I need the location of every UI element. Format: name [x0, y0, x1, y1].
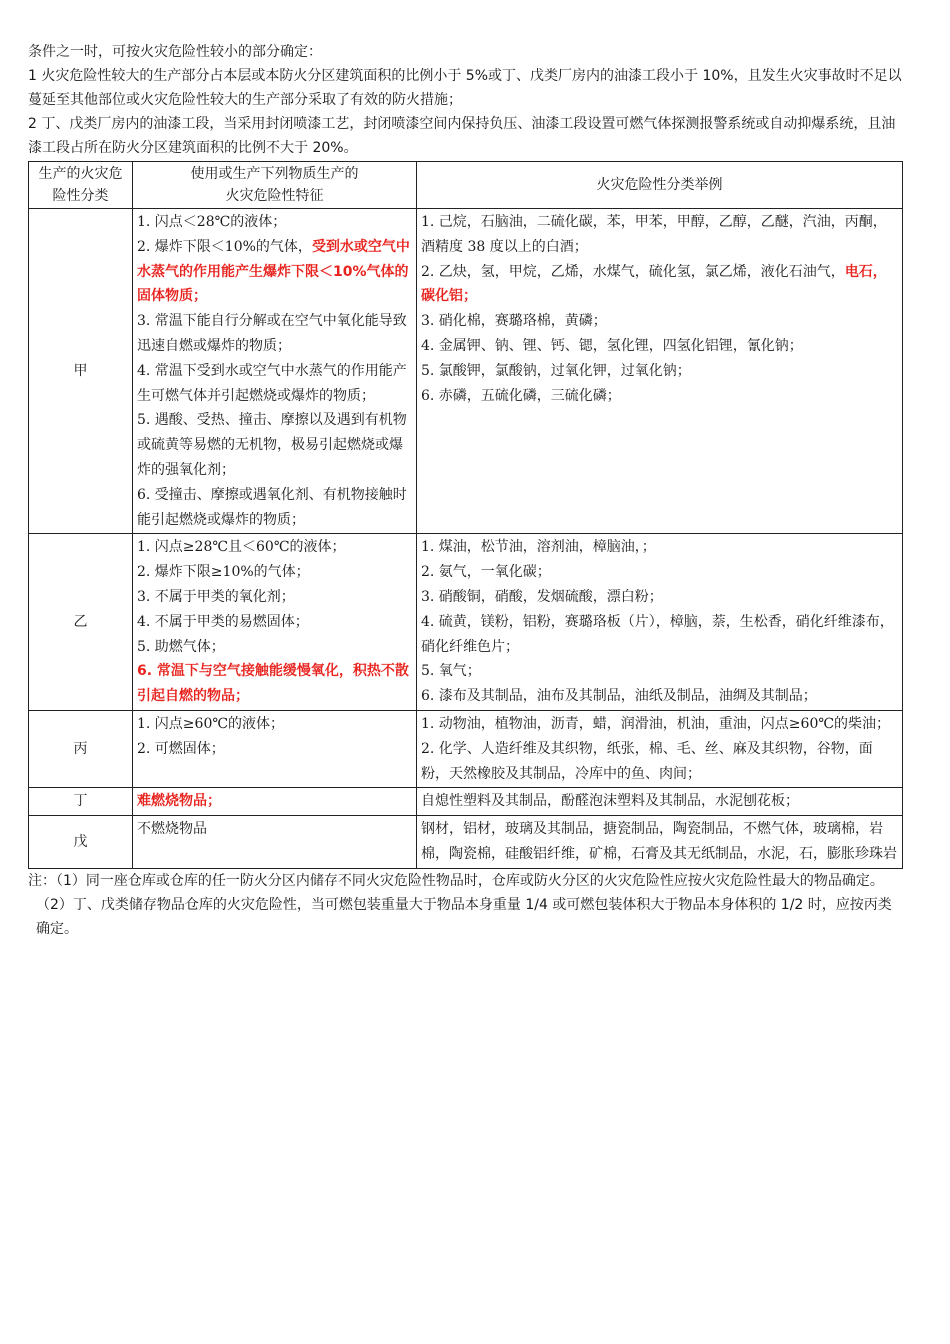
- example-item: 2. 氨气，一氧化碳；: [421, 564, 551, 581]
- intro-line: 1 火灾危险性较大的生产部分占本层或本防火分区建筑面积的比例小于 5%或丁、戊类厂房内的油漆工段小于 10%，且发生火灾事故时不足以蔓延至其他部位或火灾危险性较大的生产部分采取了有效的防火措施；: [28, 68, 902, 108]
- row-category: 甲: [29, 209, 133, 534]
- highlight-text: 受到水或空气中水蒸气的作用能产生爆炸下限＜10%气体的固体物质；: [137, 238, 410, 305]
- feature-item: 4. 常温下受到水或空气中水蒸气的作用能产生可燃气体并引起燃烧或爆炸的物质；: [137, 362, 407, 404]
- row-features: [133, 788, 417, 816]
- example-text: 2. 乙炔，氢，甲烷，乙烯，水煤气，硫化氢，氯乙烯，液化石油气，: [421, 263, 845, 280]
- row-examples: [417, 534, 903, 711]
- feature-item: 3. 不属于甲类的氧化剂；: [137, 588, 295, 605]
- row-features: [133, 209, 417, 534]
- example-item: 1. 煤油，松节油，溶剂油，樟脑油，；: [421, 539, 656, 556]
- row-examples: [417, 816, 903, 869]
- intro-line: 2 丁、戊类厂房内的油漆工段，当采用封闭喷漆工艺，封闭喷漆空间内保持负压、油漆工段设置可燃气体探测报警系统或自动抑爆系统，且油漆工段占所在防火分区建筑面积的比例不大于 20%。: [28, 116, 896, 156]
- note-item: 注：（1）同一座仓库或仓库的任一防火分区内储存不同火灾危险性物品时，仓库或防火分区的火灾危险性应按火灾危险性最大的物品确定。: [28, 872, 884, 889]
- highlight-text: 6. 常温下与空气接触能缓慢氧化，积热不散引起自燃的物品；: [137, 663, 409, 705]
- example-item: 3. 硝酸铜，硝酸，发烟硫酸，漂白粉；: [421, 588, 663, 605]
- example-item: 自熄性塑料及其制品，酚醛泡沫塑料及其制品，水泥刨花板；: [421, 793, 799, 810]
- example-item: 4. 金属钾、钠、锂、钙、锶，氢化锂，四氢化铝锂，氰化钠；: [421, 337, 803, 354]
- example-item: 1. 己烷，石脑油，二硫化碳，苯，甲苯，甲醇，乙醇，乙醚，汽油，丙酮，酒精度 38 度以上的白酒；: [421, 214, 887, 255]
- row-examples: [417, 209, 903, 534]
- intro-section: [28, 40, 904, 160]
- example-item: 3. 硝化棉，赛璐珞棉，黄磷；: [421, 313, 607, 330]
- table-row: [29, 788, 903, 816]
- example-item: 5. 氧气；: [421, 663, 481, 680]
- example-item: 6. 赤磷，五硫化磷，三硫化磷；: [421, 387, 621, 404]
- row-features: [133, 816, 417, 869]
- highlight-text: 难燃烧物品；: [137, 793, 221, 810]
- example-item: [421, 260, 898, 310]
- header-examples: 火灾危险性分类举例: [417, 162, 903, 209]
- table-row: [29, 209, 903, 534]
- row-examples: [417, 710, 903, 787]
- header-category: 生产的火灾危险性分类: [29, 162, 133, 209]
- row-examples: [417, 788, 903, 816]
- row-category: 戊: [29, 816, 133, 869]
- example-item: 5. 氯酸钾，氯酸钠，过氧化钾，过氧化钠；: [421, 362, 691, 379]
- table-row: [29, 534, 903, 711]
- example-item: 钢材，铝材，玻璃及其制品，搪瓷制品，陶瓷制品，不燃气体，玻璃棉，岩棉，陶瓷棉，硅酸铝纤维，矿棉，石膏及其无纸制品，水泥，石，膨胀珍珠岩: [421, 821, 897, 862]
- feature-item: 1. 闪点≥60℃的液体；: [137, 715, 285, 732]
- row-category: 乙: [29, 534, 133, 711]
- feature-item: [137, 235, 412, 309]
- feature-item: 2. 可燃固体；: [137, 740, 225, 757]
- row-features: [133, 710, 417, 787]
- feature-item: 5. 遇酸、受热、撞击、摩擦以及遇到有机物或硫黄等易燃的无机物，极易引起燃烧或爆炸的强氧化剂；: [137, 412, 407, 478]
- feature-item: 1. 闪点≥28℃且＜60℃的液体；: [137, 539, 346, 556]
- header-features-line: 火灾危险性特征: [225, 188, 324, 204]
- example-item: 2. 化学、人造纤维及其织物，纸张，棉、毛、丝、麻及其织物，谷物，面粉，天然橡胶及其制品，冷库中的鱼、肉间；: [421, 740, 873, 782]
- note-item: （2）丁、戊类储存物品仓库的火灾危险性，当可燃包装重量大于物品本身重量 1/4 或可燃包装体积大于物品本身体积的 1/2 时，应按丙类确定。: [36, 896, 892, 937]
- table-header-row: [29, 162, 903, 209]
- row-features: [133, 534, 417, 711]
- feature-item: 1. 闪点＜28℃的液体；: [137, 214, 287, 230]
- header-features: [133, 162, 417, 209]
- feature-text: 2. 爆炸下限＜10%的气体，: [137, 238, 312, 255]
- feature-item: 3. 常温下能自行分解或在空气中氧化能导致迅速自燃或爆炸的物质；: [137, 313, 407, 354]
- row-category: 丙: [29, 710, 133, 787]
- document-page: [28, 40, 904, 941]
- feature-item: 不燃烧物品: [137, 821, 207, 838]
- table-row: [29, 710, 903, 787]
- example-item: 4. 硫黄，镁粉，铝粉，赛璐珞板（片），樟脑，萘，生松香，硝化纤维漆布，硝化纤维色片；: [421, 613, 894, 655]
- header-features-line: 使用或生产下列物质生产的: [190, 166, 359, 182]
- example-item: 6. 漆布及其制品，油布及其制品，油纸及制品，油绸及其制品；: [421, 688, 817, 705]
- feature-item: 5. 助燃气体；: [137, 638, 225, 655]
- intro-line: 条件之一时，可按火灾危险性较小的部分确定：: [28, 44, 322, 60]
- feature-item: 6. 受撞击、摩擦或遇氧化剂、有机物接触时能引起燃烧或爆炸的物质；: [137, 486, 407, 528]
- feature-item: 2. 爆炸下限≥10%的气体；: [137, 564, 310, 581]
- feature-item: 4. 不属于甲类的易燃固体；: [137, 613, 309, 630]
- example-item: 1. 动物油，植物油，沥青，蜡，润滑油，机油，重油，闪点≥60℃的柴油；: [421, 715, 891, 732]
- notes-section: [28, 869, 904, 941]
- highlight-text: 电石，碳化铝；: [421, 263, 887, 305]
- table-row: [29, 816, 903, 869]
- row-category: 丁: [29, 788, 133, 816]
- fire-hazard-table: [28, 161, 903, 869]
